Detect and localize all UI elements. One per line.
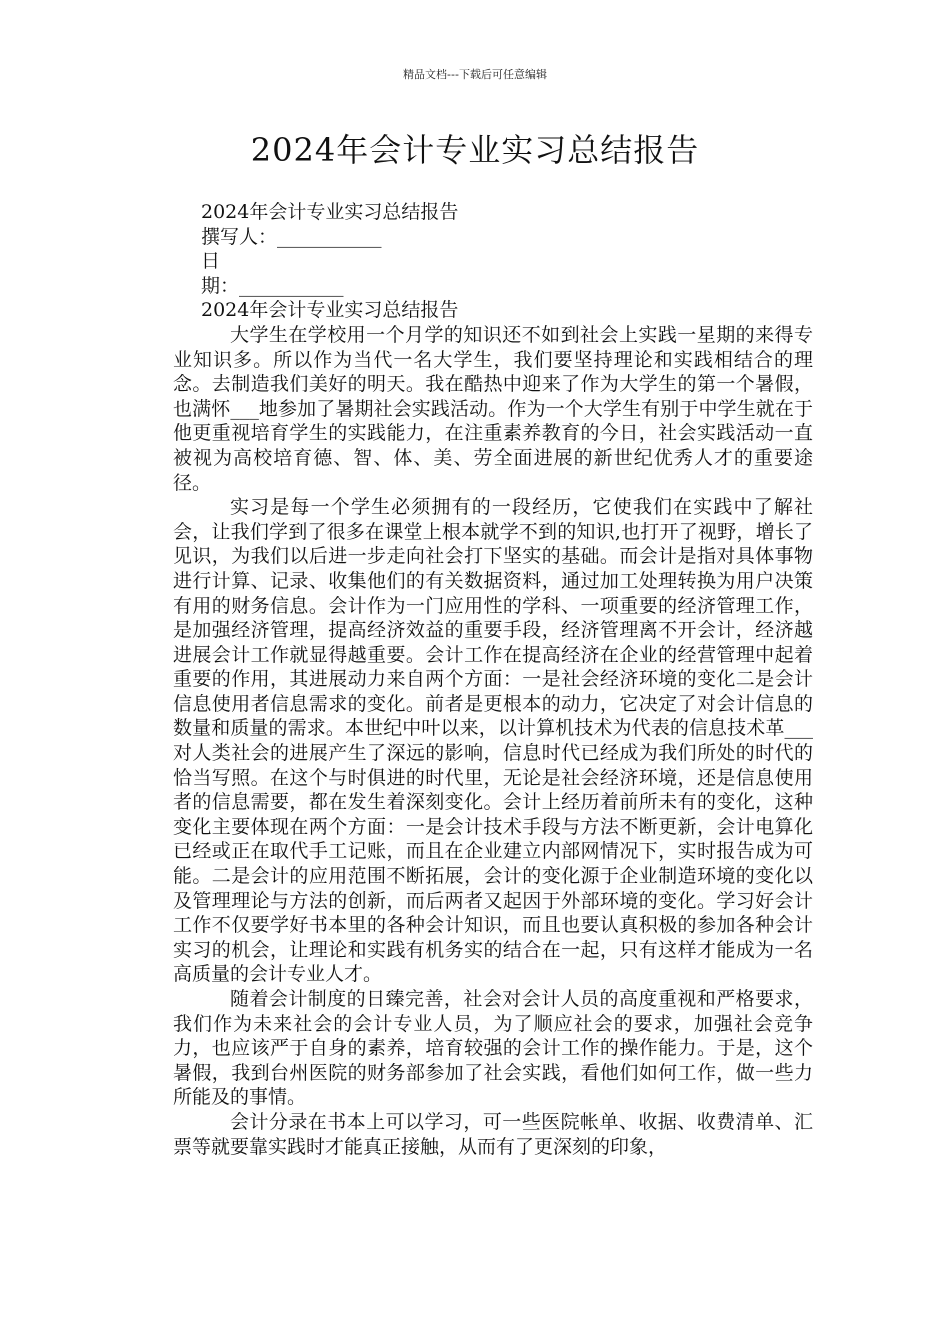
date-line-1: 日 [201,250,221,273]
date-line-2: 期：___________ [201,274,344,297]
paragraph: 实习是每一个学生必须拥有的一段经历，它使我们在实践中了解社会，让我们学到了很多在课堂上根本就学不到的知识,也打开了视野，增长了见识，为我们以后进一步走向社会打下坚实的基础。而会计是指对具体事物进行计算、记录、收集他们的有关数据资料，通过加工处理转换为用户决策有用的财务信息。会计作为一门应用性的学科、一项重要的经济管理工作，是加强经济管理，提高经济效益的重要手段，经济管理离不开会计，经济越进展会计工作就显得越重要。会计工作在提高经济在企业的经营管理中起着重要的作用，其进展动力来自两个方面：一是社会经济环境的变化二是会计信息使用者信息需求的变化。前者是更根本的动力，它决定了对会计信息的数量和质量的需求。本世纪中叶以来，以计算机技术为代表的信息技术革___对人类社会的进展产生了深远的影响，信息时代已经成为我们所处的时代的恰当写照。在这个与时俱进的时代里，无论是社会经济环境，还是信息使用者的信息需要，都在发生着深刻变化。会计上经历着前所未有的变化，这种变化主要体现在两个方面：一是会计技术手段与方法不断更新，会计电算化已经或正在取代手工记账，而且在企业建立内部网情况下，实时报告成为可能。二是会计的应用范围不断拓展，会计的变化源于企业制造环境的变化以及管理理论与方法的创新，而后两者又起因于外部环境的变化。学习好会计工作不仅要学好书本里的各种会计知识，而且也要认真积极的参加各种会计实习的机会，让理论和实践有机务实的结合在一起，只有这样才能成为一名高质量的会计专业人才。 [173,496,813,986]
document-body [173,200,813,1159]
paragraph: 随着会计制度的日臻完善，社会对会计人员的高度重视和严格要求，我们作为未来社会的会计专业人员，为了顺应社会的要求，加强社会竞争力，也应该严于自身的素养，培育较强的会计工作的操作能力。于是，这个暑假，我到台州医院的财务部参加了社会实践，看他们如何工作，做一些力所能及的事情。 [173,988,813,1109]
document-title: 2024年会计专业实习总结报告 [250,131,700,169]
paragraph: 大学生在学校用一个月学的知识还不如到社会上实践一星期的来得专业知识多。所以作为当代一名大学生，我们要坚持理论和实践相结合的理念。去制造我们美好的明天。我在酷热中迎来了作为大学生的第一个暑假，也满怀___地参加了暑期社会实践活动。作为一个大学生有别于中学生就在于他更重视培育学生的实践能力，在注重素养教育的今日，社会实践活动一直被视为高校培育德、智、体、美、劳全面进展的新世纪优秀人才的重要途径。 [173,323,813,494]
section-title: 2024年会计专业实习总结报告 [201,299,459,322]
header-note: 精品文档---下载后可任意编辑 [403,68,547,81]
author-line: 撰写人：___________ [201,225,382,248]
paragraph: 会计分录在书本上可以学习，可一些医院帐单、收据、收费清单、汇票等就要靠实践时才能真正接触，从而有了更深刻的印象， [173,1110,813,1158]
subtitle: 2024年会计专业实习总结报告 [201,201,459,223]
